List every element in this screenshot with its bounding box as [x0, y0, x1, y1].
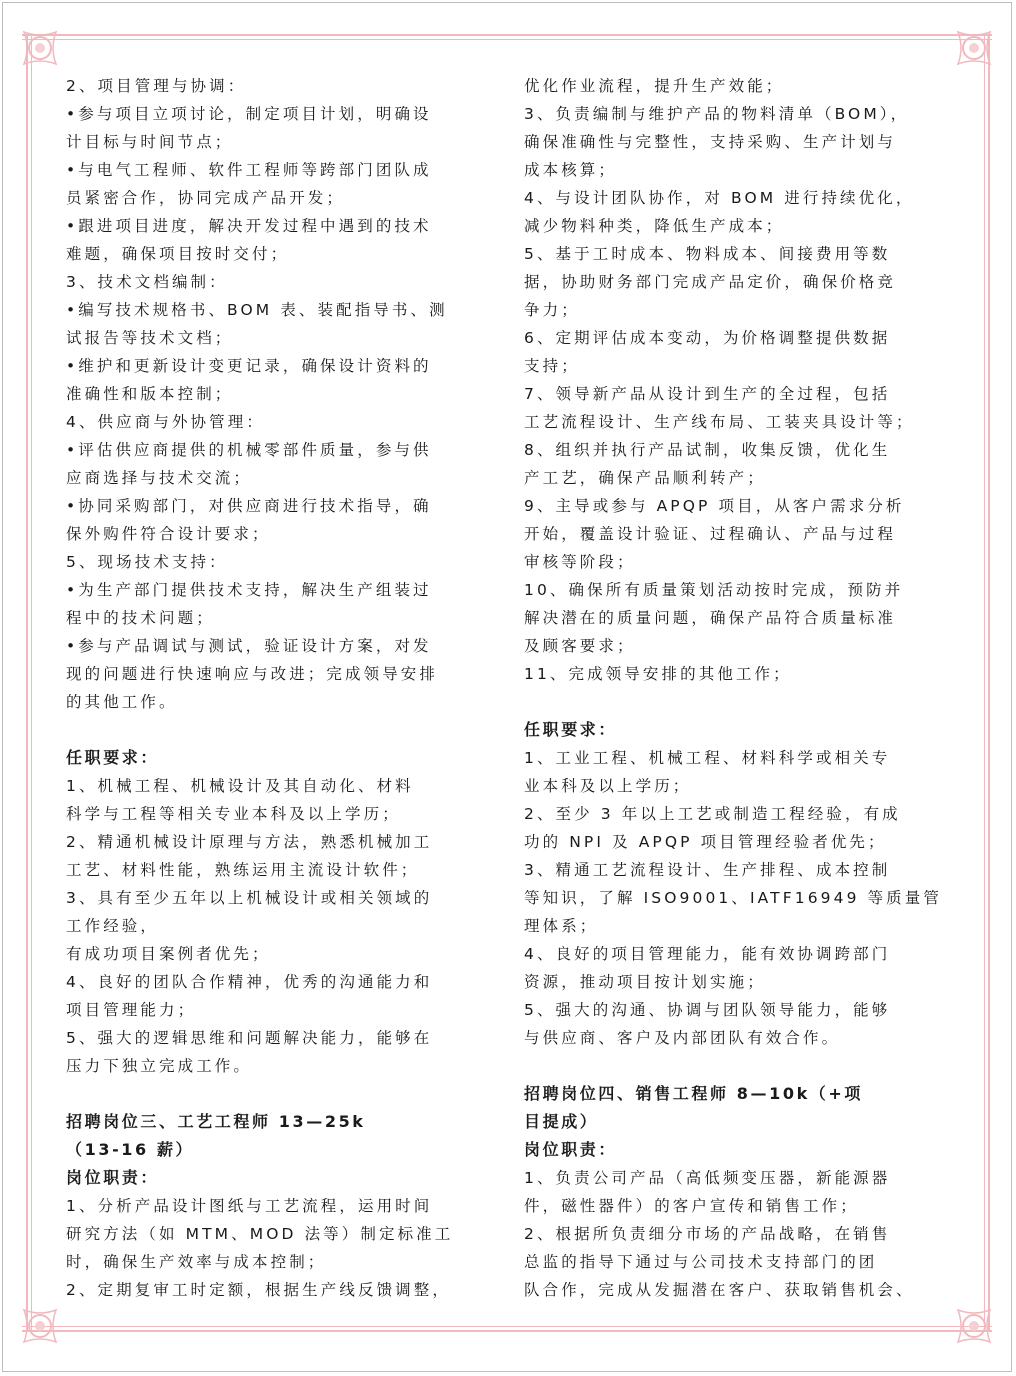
text-line: 队合作，完成从发掘潜在客户、获取销售机会、: [524, 1281, 915, 1299]
text-line: 现的问题进行快速响应与改进；完成领导安排: [66, 665, 439, 683]
text-line: •评估供应商提供的机械零部件质量，参与供: [66, 441, 432, 459]
text-line: 理体系；: [524, 917, 599, 935]
text-line: 5、现场技术支持：: [66, 553, 228, 571]
text-line: 准确性和版本控制；: [66, 385, 234, 403]
section-heading: 任职要求：: [524, 720, 618, 739]
text-line: 支持；: [524, 357, 580, 375]
text-line: 10、确保所有质量策划活动按时完成，预防并: [524, 581, 904, 599]
blank-line: [524, 688, 944, 716]
text-line: 开始，覆盖设计验证、过程确认、产品与过程: [524, 525, 897, 543]
frame-left-line: [26, 34, 28, 1332]
section-heading: 岗位职责：: [66, 1168, 160, 1187]
text-line: 员紧密合作，协同完成产品开发；: [66, 189, 346, 207]
text-line: 3、具有至少五年以上机械设计或相关领域的: [66, 889, 433, 907]
text-line: 3、技术文档编制：: [66, 273, 228, 291]
text-line: 科学与工程等相关专业本科及以上学历；: [66, 805, 401, 823]
text-line: 5、强大的逻辑思维和问题解决能力，能够在: [66, 1029, 433, 1047]
text-line: 难题，确保项目按时交付；: [66, 245, 290, 263]
text-line: 8、组织并执行产品试制，收集反馈，优化生: [524, 441, 891, 459]
text-line: 压力下独立完成工作。: [66, 1057, 253, 1075]
text-line: 1、机械工程、机械设计及其自动化、材料: [66, 777, 414, 795]
text-line: 计目标与时间节点；: [66, 133, 234, 151]
text-line: 审核等阶段；: [524, 553, 636, 571]
right-column: [524, 72, 944, 1304]
text-line: 有成功项目案例者优先；: [66, 945, 271, 963]
section-heading: 目提成）: [524, 1112, 599, 1131]
text-line: 争力；: [524, 301, 580, 319]
blank-line: [66, 716, 486, 744]
text-line: 工作经验，: [66, 917, 160, 935]
section-heading: 任职要求：: [66, 748, 160, 767]
text-line: 2、根据所负责细分市场的产品战略，在销售: [524, 1225, 891, 1243]
left-column: [66, 72, 486, 1304]
text-line: •参与项目立项讨论，制定项目计划，明确设: [66, 105, 432, 123]
frame-left-line-inner: [31, 34, 32, 1332]
text-line: •编写技术规格书、BOM 表、装配指导书、测: [66, 301, 448, 319]
text-line: 1、负责公司产品（高低频变压器，新能源器: [524, 1169, 891, 1187]
frame-top-line: [22, 34, 992, 36]
text-line: 的其他工作。: [66, 693, 178, 711]
text-line: 1、分析产品设计图纸与工艺流程，运用时间: [66, 1197, 433, 1215]
text-line: 等知识，了解 ISO9001、IATF16949 等质量管: [524, 889, 942, 907]
text-line: 研究方法（如 MTM、MOD 法等）制定标准工: [66, 1225, 454, 1243]
text-line: 产工艺，确保产品顺利转产；: [524, 469, 766, 487]
frame-bottom-line-inner: [22, 1326, 992, 1327]
text-line: 4、供应商与外协管理：: [66, 413, 265, 431]
text-line: 工艺流程设计、生产线布局、工装夹具设计等；: [524, 413, 915, 431]
text-line: 3、负责编制与维护产品的物料清单（BOM），: [524, 105, 910, 123]
text-line: 资源，推动项目按计划实施；: [524, 973, 766, 991]
text-line: 功的 NPI 及 APQP 项目管理经验者优先；: [524, 833, 887, 851]
text-line: 与供应商、客户及内部团队有效合作。: [524, 1029, 841, 1047]
text-line: 保外购件符合设计要求；: [66, 525, 271, 543]
floral-corner-icon: [20, 1306, 60, 1346]
text-line: •为生产部门提供技术支持，解决生产组装过: [66, 581, 432, 599]
text-line: 2、至少 3 年以上工艺或制造工程经验，有成: [524, 805, 901, 823]
text-line: 4、与设计团队协作，对 BOM 进行持续优化，: [524, 189, 915, 207]
text-line: 5、基于工时成本、物料成本、间接费用等数: [524, 245, 891, 263]
frame-right-line: [988, 34, 990, 1332]
text-line: 3、精通工艺流程设计、生产排程、成本控制: [524, 861, 891, 879]
text-line: 4、良好的项目管理能力，能有效协调跨部门: [524, 945, 891, 963]
text-line: 据，协助财务部门完成产品定价，确保价格竞: [524, 273, 897, 291]
text-line: 2、项目管理与协调：: [66, 77, 247, 95]
text-line: 确保准确性与完整性，支持采购、生产计划与: [524, 133, 897, 151]
text-line: 2、定期复审工时定额，根据生产线反馈调整，: [66, 1281, 451, 1299]
text-line: 应商选择与技术交流；: [66, 469, 253, 487]
text-line: •跟进项目进度，解决开发过程中遇到的技术: [66, 217, 432, 235]
text-line: 及顾客要求；: [524, 637, 636, 655]
frame-bottom-line: [22, 1330, 992, 1332]
section-heading: 招聘岗位四、销售工程师 8—10k（+项: [524, 1084, 864, 1103]
blank-line: [524, 1052, 944, 1080]
text-line: 7、领导新产品从设计到生产的全过程，包括: [524, 385, 891, 403]
text-line: 成本核算；: [524, 161, 618, 179]
text-line: 减少物料种类，降低生产成本；: [524, 217, 785, 235]
floral-corner-icon: [954, 28, 994, 68]
text-line: 4、良好的团队合作精神，优秀的沟通能力和: [66, 973, 433, 991]
text-line: 项目管理能力；: [66, 1001, 197, 1019]
blank-line: [66, 1080, 486, 1108]
frame-top-line-inner: [22, 39, 992, 40]
text-line: •维护和更新设计变更记录，确保设计资料的: [66, 357, 432, 375]
text-line: 9、主导或参与 APQP 项目，从客户需求分析: [524, 497, 905, 515]
section-heading: 岗位职责：: [524, 1140, 618, 1159]
text-line: 总监的指导下通过与公司技术支持部门的团: [524, 1253, 878, 1271]
text-line: •协同采购部门，对供应商进行技术指导，确: [66, 497, 432, 515]
floral-corner-icon: [20, 28, 60, 68]
text-line: 1、工业工程、机械工程、材料科学或相关专: [524, 749, 891, 767]
text-line: •参与产品调试与测试，验证设计方案，对发: [66, 637, 432, 655]
text-line: 时，确保生产效率与成本控制；: [66, 1253, 327, 1271]
text-line: 5、强大的沟通、协调与团队领导能力，能够: [524, 1001, 891, 1019]
text-line: 件，磁性器件）的客户宣传和销售工作；: [524, 1197, 859, 1215]
text-line: 2、精通机械设计原理与方法，熟悉机械加工: [66, 833, 433, 851]
text-line: 程中的技术问题；: [66, 609, 215, 627]
text-line: •与电气工程师、软件工程师等跨部门团队成: [66, 161, 432, 179]
text-line: 工艺、材料性能，熟练运用主流设计软件；: [66, 861, 420, 879]
text-line: 业本科及以上学历；: [524, 777, 692, 795]
section-heading: 招聘岗位三、工艺工程师 13—25k: [66, 1112, 366, 1131]
text-line: 试报告等技术文档；: [66, 329, 234, 347]
floral-corner-icon: [954, 1306, 994, 1346]
frame-right-line-inner: [984, 34, 985, 1332]
text-line: 6、定期评估成本变动，为价格调整提供数据: [524, 329, 891, 347]
text-line: 11、完成领导安排的其他工作；: [524, 665, 792, 683]
text-line: 解决潜在的质量问题，确保产品符合质量标准: [524, 609, 897, 627]
text-line: 优化作业流程，提升生产效能；: [524, 77, 785, 95]
section-heading: （13-16 薪）: [66, 1140, 195, 1159]
